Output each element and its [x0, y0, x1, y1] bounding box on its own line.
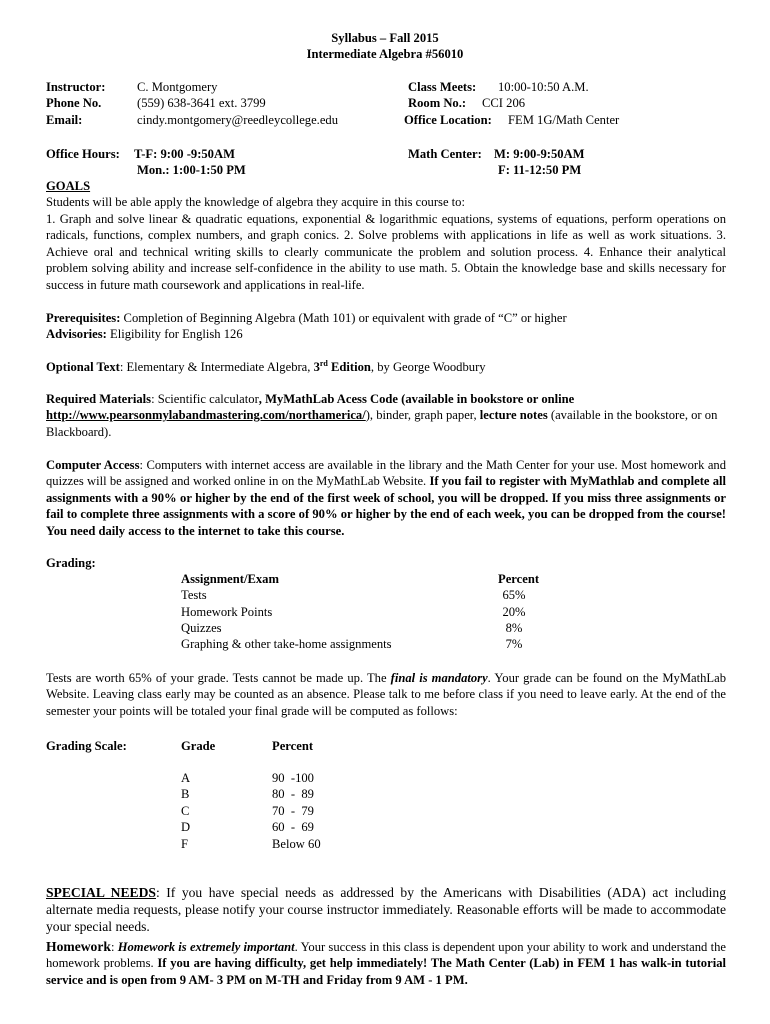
grading-row-item: Tests	[181, 588, 207, 602]
grading-col-percent: Percent	[498, 572, 540, 586]
goals-heading: GOALS	[46, 179, 91, 193]
advisories-label: Advisories:	[46, 327, 107, 341]
prerequisites-label: Prerequisites:	[46, 311, 121, 325]
syllabus-title: Syllabus – Fall 2015	[331, 31, 439, 45]
math-center-label: Math Center:	[408, 147, 482, 161]
grade-letter: C	[181, 804, 190, 818]
advisories-text: Eligibility for English 126	[110, 327, 243, 341]
optional-text-label: Optional Text	[46, 360, 120, 374]
required-materials-label: Required Materials	[46, 392, 152, 406]
tests-text-1: Tests are worth 65% of your grade. Tests cannot be made up. The	[46, 671, 391, 685]
office-hours-line2: Mon.: 1:00-1:50 PM	[137, 163, 246, 177]
special-needs-label: SPECIAL NEEDS	[46, 885, 156, 900]
math-center-line2: F: 11-12:50 PM	[498, 163, 582, 177]
homework	[46, 939, 726, 988]
pearson-link[interactable]: http://www.pearsonmylabandmastering.com/northamerica/	[46, 408, 366, 423]
goals-body: 1. Graph and solve linear & quadratic equations, exponential & logarithmic equations, systems of equations, perform operations on radicals, functions, complex numbers, and graph conics. 2. Solve problems with applications in life as well as work situations. 3. Achieve oral and technical writing skills to clearly communicate the problem and solution process. 4. Enhance their analytical problem solving ability and increase self-confidence in the ability to use math. 5. Obtain the knowledge base and skills necessary for success in future math coursework and applications in real-life.	[46, 212, 726, 292]
course-title: Intermediate Algebra #56010	[306, 47, 464, 61]
grade-letter: D	[181, 820, 191, 834]
special-needs-text: : If you have special needs as addressed by the Americans with Disabilities (ADA) act including alternate media requests, please notify your course instructor immediately. Reasonable efforts will be made to accommodate your special needs.	[46, 885, 726, 934]
grade-range: 70 - 79	[272, 804, 314, 818]
prerequisites	[46, 310, 726, 326]
grading-scale-label: Grading Scale:	[46, 739, 127, 753]
class-meets-time: 10:00-10:50 A.M.	[498, 80, 589, 94]
office-hours-label: Office Hours:	[46, 147, 120, 161]
grading-row-percent: 20%	[502, 605, 526, 619]
special-needs	[46, 884, 726, 935]
required-materials	[46, 391, 726, 440]
homework-sep: :	[110, 940, 118, 954]
required-materials-part2: , MyMathLab Acess Code (available in bookstore or online	[258, 392, 575, 406]
prerequisites-text: Completion of Beginning Algebra (Math 101) or equivalent with grade of “C” or higher	[123, 311, 567, 325]
goals-intro: Students will be able apply the knowledge of algebra they acquire in this course to:	[46, 195, 465, 209]
grading-row-percent: 7%	[505, 637, 523, 651]
instructor-name: C. Montgomery	[137, 80, 218, 94]
grade-range: 60 - 69	[272, 820, 314, 834]
grading-row-item: Quizzes	[181, 621, 222, 635]
phone-label: Phone No.	[46, 96, 102, 110]
homework-help: If you are having difficulty, get help immediately! The Math Center (Lab) in FEM 1 has walk-in tutorial service and is open from 9 AM- 3 PM on M-TH and Friday from 9 AM - 1 PM.	[46, 956, 726, 987]
grade-letter: B	[181, 787, 190, 801]
computer-access-text: : Computers with internet access are available in the library and the Math Center for your use. Most homework and quizzes will be assigned and worked online in on the MyMathLab Website.	[46, 458, 727, 489]
edition-number: 3	[313, 360, 320, 374]
office-location-label: Office Location:	[404, 113, 492, 127]
advisories	[46, 326, 726, 342]
grade-range: Below 60	[272, 837, 321, 851]
room-number: CCI 206	[482, 96, 526, 110]
grading-row-percent: 65%	[502, 588, 526, 602]
final-mandatory: final is mandatory	[390, 671, 488, 685]
required-materials-part3: ), binder, graph paper,	[365, 408, 480, 423]
computer-access-label: Computer Access	[46, 458, 140, 472]
tests-paragraph	[46, 670, 726, 719]
optional-text-before: : Elementary & Intermediate Algebra,	[119, 360, 314, 374]
office-hours-line1: T-F: 9:00 -9:50AM	[134, 147, 235, 161]
optional-text	[46, 359, 726, 375]
computer-access-warning: If you fail to register with MyMathlab and complete all assignments with a 90% or higher by the end of the first week of school, you will be dropped. If you miss three assignments or fail to complete three assignments with a score of 90% or higher by the end of each week, you can be dropped from the course! You need daily access to the internet to take this course.	[46, 474, 726, 538]
homework-text: . Your success in this class is dependent upon your ability to work and understand the homework problems.	[46, 940, 726, 971]
phone-number: (559) 638-3641 ext. 3799	[137, 96, 266, 110]
homework-important: Homework is extremely important	[117, 940, 295, 954]
lecture-notes: lecture notes	[479, 408, 548, 423]
email-address: cindy.montgomery@reedleycollege.edu	[137, 113, 339, 127]
required-materials-part1: : Scientific calculator	[151, 392, 259, 406]
edition-word: Edition	[327, 360, 371, 374]
required-materials-part4: (available in the bookstore, or on Blackboard).	[46, 408, 718, 439]
percent-header: Percent	[272, 739, 314, 753]
grading-col-assignment: Assignment/Exam	[181, 572, 279, 586]
room-label: Room No.:	[408, 96, 467, 110]
class-meets-label: Class Meets:	[408, 80, 477, 94]
grading-row-percent: 8%	[505, 621, 523, 635]
grading-label: Grading:	[46, 556, 96, 570]
grade-letter: F	[181, 837, 189, 851]
grade-range: 80 - 89	[272, 787, 314, 801]
email-label: Email:	[46, 113, 83, 127]
instructor-label: Instructor:	[46, 80, 106, 94]
grade-range: 90 -100	[272, 771, 314, 785]
grading-row-item: Graphing & other take-home assignments	[181, 637, 392, 651]
grade-letter: A	[181, 771, 191, 785]
computer-access	[46, 457, 726, 539]
math-center-line1: M: 9:00-9:50AM	[494, 147, 585, 161]
grading-row-item: Homework Points	[181, 605, 273, 619]
tests-text-2: . Your grade can be found on the MyMathLab Website. Leaving class early may be counted as an absence. Please talk to me before class if you need to leave early. At the end of the semester your points will be totaled your final grade will be computed as follows:	[46, 671, 726, 718]
office-location: FEM 1G/Math Center	[508, 113, 620, 127]
optional-text-after: , by George Woodbury	[370, 360, 486, 374]
edition-suffix: rd	[319, 358, 328, 368]
homework-label: Homework	[46, 939, 111, 954]
grade-header: Grade	[181, 739, 216, 753]
